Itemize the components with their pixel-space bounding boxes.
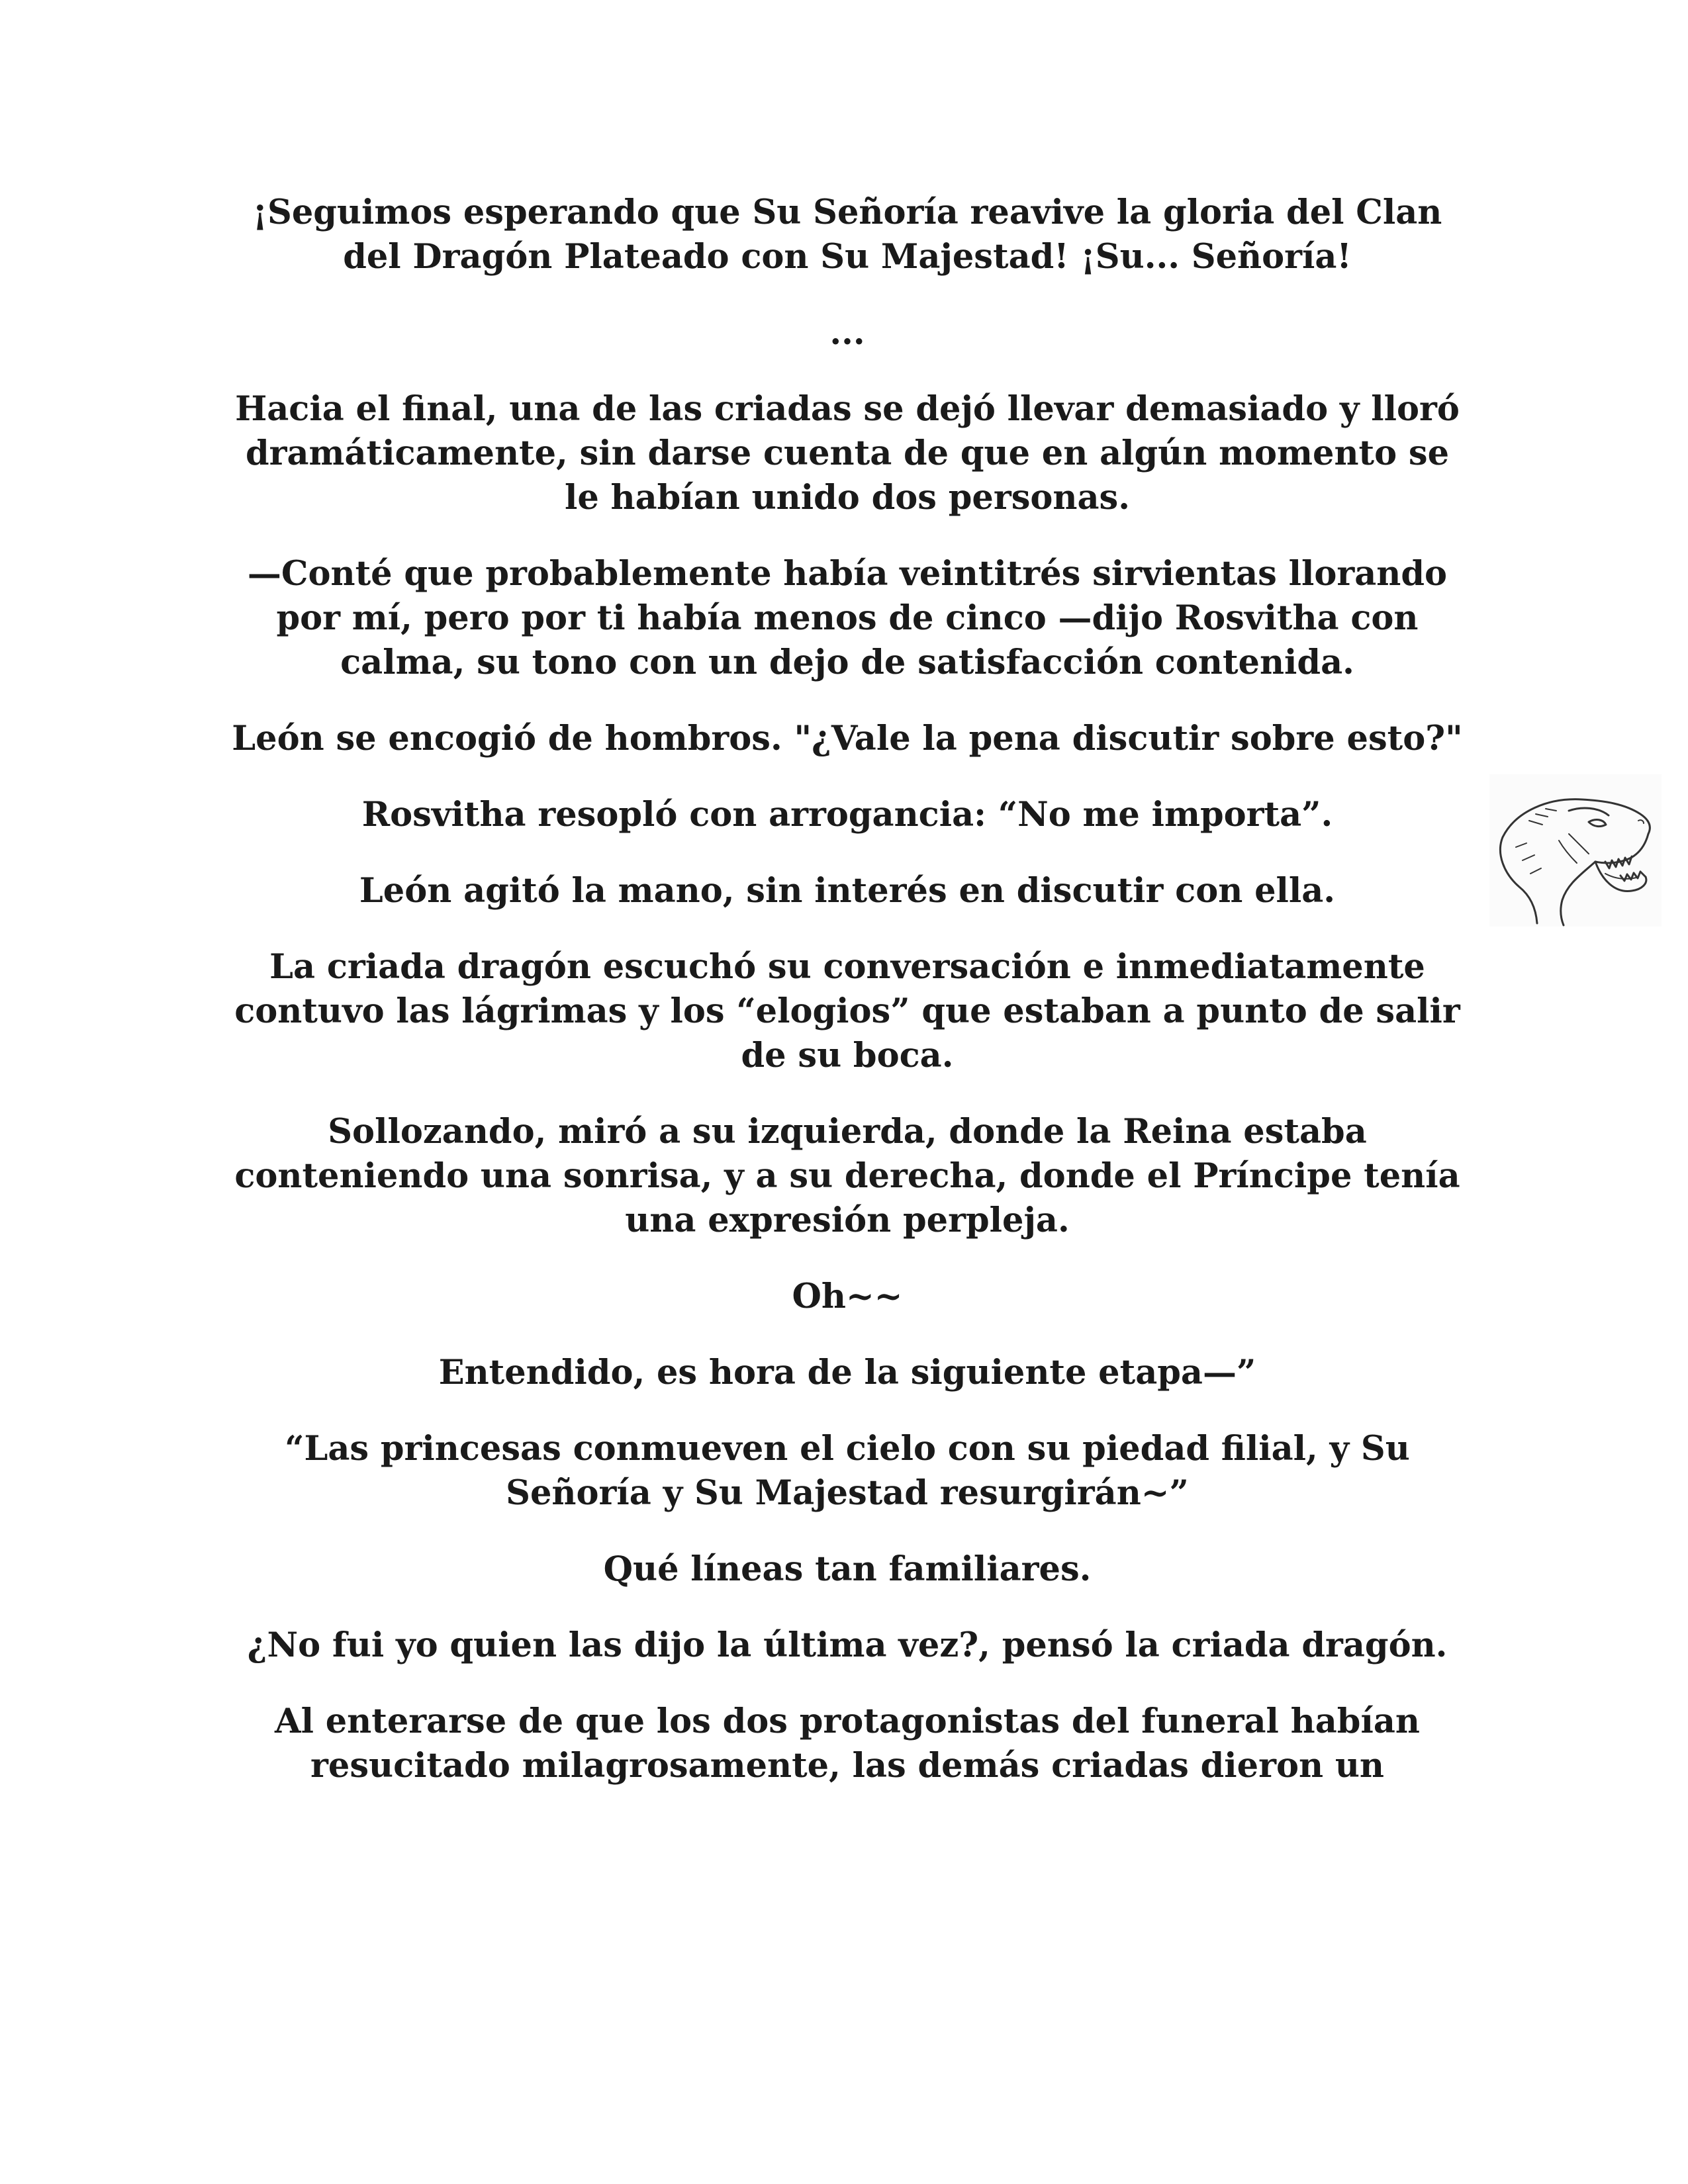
paragraph-5: León se encogió de hombros. "¿Vale la pena discutir sobre esto?" — [232, 719, 1463, 758]
paragraph-13: Qué líneas tan familiares. — [603, 1549, 1092, 1589]
paragraph-14: ¿No fui yo quien las dijo la última vez?, pensó la criada dragón. — [247, 1625, 1448, 1665]
paragraph-9: Sollozando, miró a su izquierda, donde la Reina estaba conteniendo una sonrisa, y a su derecha, donde el Príncipe tenía una expresión perpleja. — [234, 1112, 1460, 1240]
paragraph-ellipsis: ... — [829, 313, 865, 353]
paragraph-3: Hacia el final, una de las criadas se dejó llevar demasiado y lloró dramáticamente, sin darse cuenta de que en algún momento se le habían unido dos personas. — [235, 389, 1460, 518]
paragraph-8: La criada dragón escuchó su conversación e inmediatamente contuvo las lágrimas y los “elogios” que estaban a punto de salir de su boca. — [234, 947, 1460, 1075]
paragraph-10: Oh~~ — [792, 1277, 903, 1316]
story-text — [225, 191, 1470, 1820]
dragon-head-sketch-icon — [1489, 774, 1662, 927]
paragraph-6: Rosvitha resopló con arrogancia: “No me importa”. — [361, 795, 1333, 835]
paragraph-7: León agitó la mano, sin interés en discutir con ella. — [359, 871, 1336, 911]
paragraph-4: —Conté que probablemente había veintitrés sirvientas llorando por mí, pero por ti había menos de cinco —dijo Rosvitha con calma, su tono con un dejo de satisfacción contenida. — [247, 554, 1448, 682]
paragraph-11: Entendido, es hora de la siguiente etapa—” — [438, 1353, 1256, 1392]
paragraph-1: ¡Seguimos esperando que Su Señoría reavive la gloria del Clan del Dragón Plateado con Su Majestad! ¡Su... Señoría! — [252, 193, 1442, 277]
paragraph-12: “Las princesas conmueven el cielo con su piedad filial, y Su Señoría y Su Majestad resurgirán~” — [285, 1429, 1410, 1513]
paragraph-15: Al enterarse de que los dos protagonistas del funeral habían resucitado milagrosamente, las demás criadas dieron un — [275, 1702, 1420, 1786]
